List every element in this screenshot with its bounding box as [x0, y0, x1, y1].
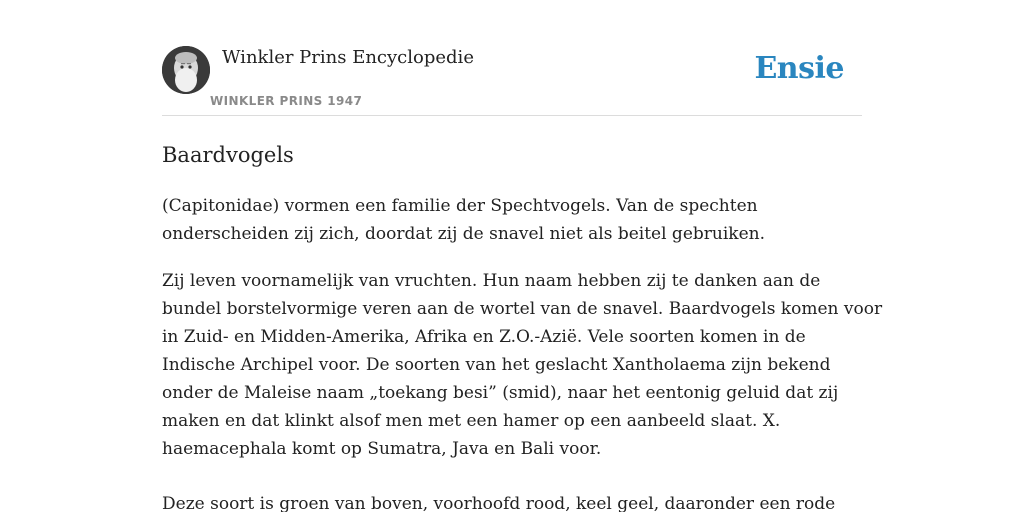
paragraph-line: maken en dat klinkt alsof men met een hamer op een aanbeeld slaat. X. [162, 411, 781, 431]
paragraph-line: haemacephala komt op Sumatra, Java en Bali voor. [162, 439, 602, 459]
source-edition-label: WINKLER PRINS 1947 [210, 94, 363, 108]
author-avatar[interactable] [162, 46, 210, 94]
article-paragraph [162, 490, 862, 512]
paragraph-line: bundel borstelvormige veren aan de wortel van de snavel. Baardvogels komen voor [162, 299, 883, 319]
paragraph-line: onder de Maleise naam „toekang besi” (smid), naar het eentonig geluid dat zij [162, 383, 839, 403]
paragraph-line: in Zuid- en Midden-Amerika, Afrika en Z.O.-Azië. Vele soorten komen in de [162, 327, 806, 347]
paragraph-line: Indische Archipel voor. De soorten van het geslacht Xantholaema zijn bekend [162, 355, 831, 375]
paragraph-line: (Capitonidae) vormen een familie der Spechtvogels. Van de spechten [162, 196, 758, 216]
source-header [162, 0, 862, 116]
paragraph-line: Deze soort is groen van boven, voorhoofd rood, keel geel, daaronder een rode [162, 494, 836, 512]
paragraph-line: onderscheiden zij zich, doordat zij de snavel niet als beitel gebruiken. [162, 224, 765, 244]
article-paragraph [162, 192, 862, 248]
ensie-logo[interactable]: Ensie [754, 51, 844, 86]
article-title: Baardvogels [162, 143, 294, 167]
article-page [162, 0, 883, 512]
paragraph-line: Zij leven voornamelijk van vruchten. Hun naam hebben zij te danken aan de [162, 271, 821, 291]
source-title-link[interactable]: Winkler Prins Encyclopedie [222, 47, 474, 68]
author-portrait-icon [162, 46, 210, 94]
article-paragraph [162, 267, 883, 463]
